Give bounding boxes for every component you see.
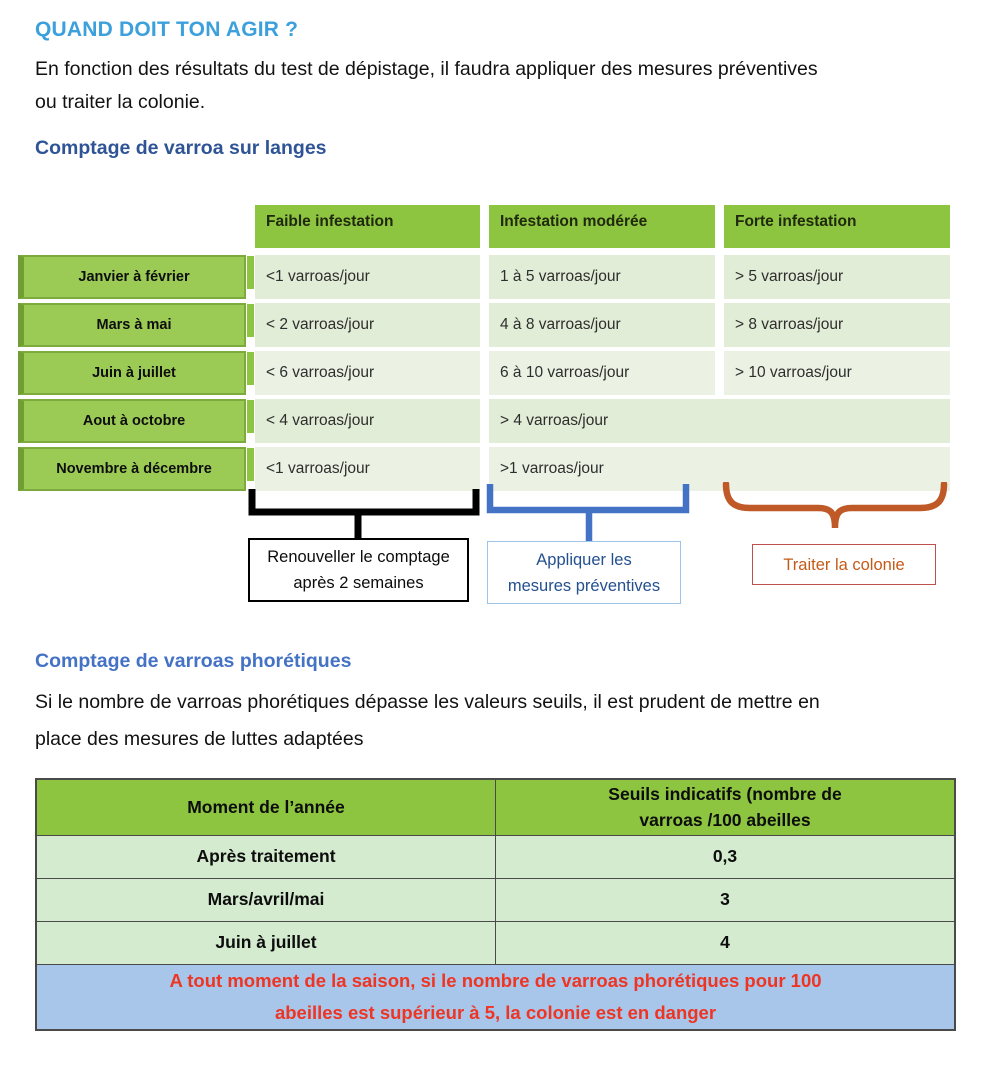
t2-moment: Mars/avril/mai	[36, 878, 496, 921]
intro-line-1: En fonction des résultats du test de dépistage, il faudra appliquer des mesures préventives	[35, 58, 818, 80]
t1-cell: 6 à 10 varroas/jour	[489, 351, 715, 395]
t1-header-faible: Faible infestation	[255, 205, 480, 248]
intro-paragraph	[35, 53, 818, 119]
t2-seuil: 4	[496, 921, 956, 964]
t1-cell: > 8 varroas/jour	[724, 303, 950, 347]
t1-cell: < 6 varroas/jour	[255, 351, 480, 395]
t2-seuil: 3	[496, 878, 956, 921]
t1-cell: < 4 varroas/jour	[255, 399, 480, 443]
phoretiques-table	[35, 778, 956, 1031]
t2-moment: Après traitement	[36, 835, 496, 878]
callout-renouveler	[248, 538, 469, 602]
phoretiques-line-2: place des mesures de luttes adaptées	[35, 728, 364, 750]
callout-renouveler-line-2: après 2 semaines	[293, 574, 424, 592]
t1-header-moderee: Infestation modérée	[489, 205, 715, 248]
t2-row	[36, 835, 955, 878]
t1-row-label: Novembre à décembre	[18, 447, 246, 491]
t2-header-row	[36, 779, 955, 835]
t1-cell-merged: >1 varroas/jour	[489, 447, 950, 491]
t1-header-forte: Forte infestation	[724, 205, 950, 248]
t1-cell: < 2 varroas/jour	[255, 303, 480, 347]
section-langes-heading: Comptage de varroa sur langes	[35, 137, 327, 159]
t2-row	[36, 878, 955, 921]
t2-warning-row	[36, 964, 955, 1030]
row-connector	[247, 256, 254, 289]
t1-row-label: Juin à juillet	[18, 351, 246, 395]
t2-header-moment: Moment de l’année	[36, 779, 496, 835]
danger-warning-banner	[36, 964, 955, 1030]
row-connector	[247, 400, 254, 433]
callout-traiter: Traiter la colonie	[752, 544, 936, 585]
t1-cell: > 5 varroas/jour	[724, 255, 950, 299]
t1-cell: 1 à 5 varroas/jour	[489, 255, 715, 299]
callout-preventives-line-2: mesures préventives	[507, 576, 661, 595]
t1-row-label: Janvier à février	[18, 255, 246, 299]
phoretiques-paragraph	[35, 684, 820, 758]
t1-cell: <1 varroas/jour	[255, 447, 480, 491]
t2-row	[36, 921, 955, 964]
callout-preventives-line-1: Appliquer les	[536, 550, 632, 569]
t2-header-seuils	[496, 779, 956, 835]
callout-renouveler-line-1: Renouveller le comptage	[267, 548, 450, 566]
orange-brace	[720, 482, 950, 534]
phoretiques-line-1: Si le nombre de varroas phorétiques dépasse les valeurs seuils, il est prudent de mettre en	[35, 691, 820, 713]
section-phoretiques-heading: Comptage de varroas phorétiques	[35, 650, 352, 672]
t1-cell: 4 à 8 varroas/jour	[489, 303, 715, 347]
t2-header-seuils-line-2: varroas /100 abeilles	[639, 810, 811, 831]
callout-preventives	[487, 541, 681, 604]
t2-header-seuils-line-1: Seuils indicatifs (nombre de	[608, 784, 842, 805]
warning-line-1: A tout moment de la saison, si le nombre de varroas phorétiques pour 100	[169, 969, 822, 991]
t1-cell: <1 varroas/jour	[255, 255, 480, 299]
intro-line-2: ou traiter la colonie.	[35, 91, 206, 113]
warning-line-2: abeilles est supérieur à 5, la colonie est en danger	[274, 1001, 717, 1023]
t1-row-label: Mars à mai	[18, 303, 246, 347]
t1-cell-merged: > 4 varroas/jour	[489, 399, 950, 443]
t2-seuil: 0,3	[496, 835, 956, 878]
t2-moment: Juin à juillet	[36, 921, 496, 964]
row-connector	[247, 448, 254, 481]
blue-brace	[486, 480, 692, 544]
black-brace	[247, 486, 483, 544]
row-connector	[247, 304, 254, 337]
page-title: QUAND DOIT TON AGIR ?	[35, 18, 299, 41]
t1-cell: > 10 varroas/jour	[724, 351, 950, 395]
t1-row-label: Aout à octobre	[18, 399, 246, 443]
row-connector	[247, 352, 254, 385]
